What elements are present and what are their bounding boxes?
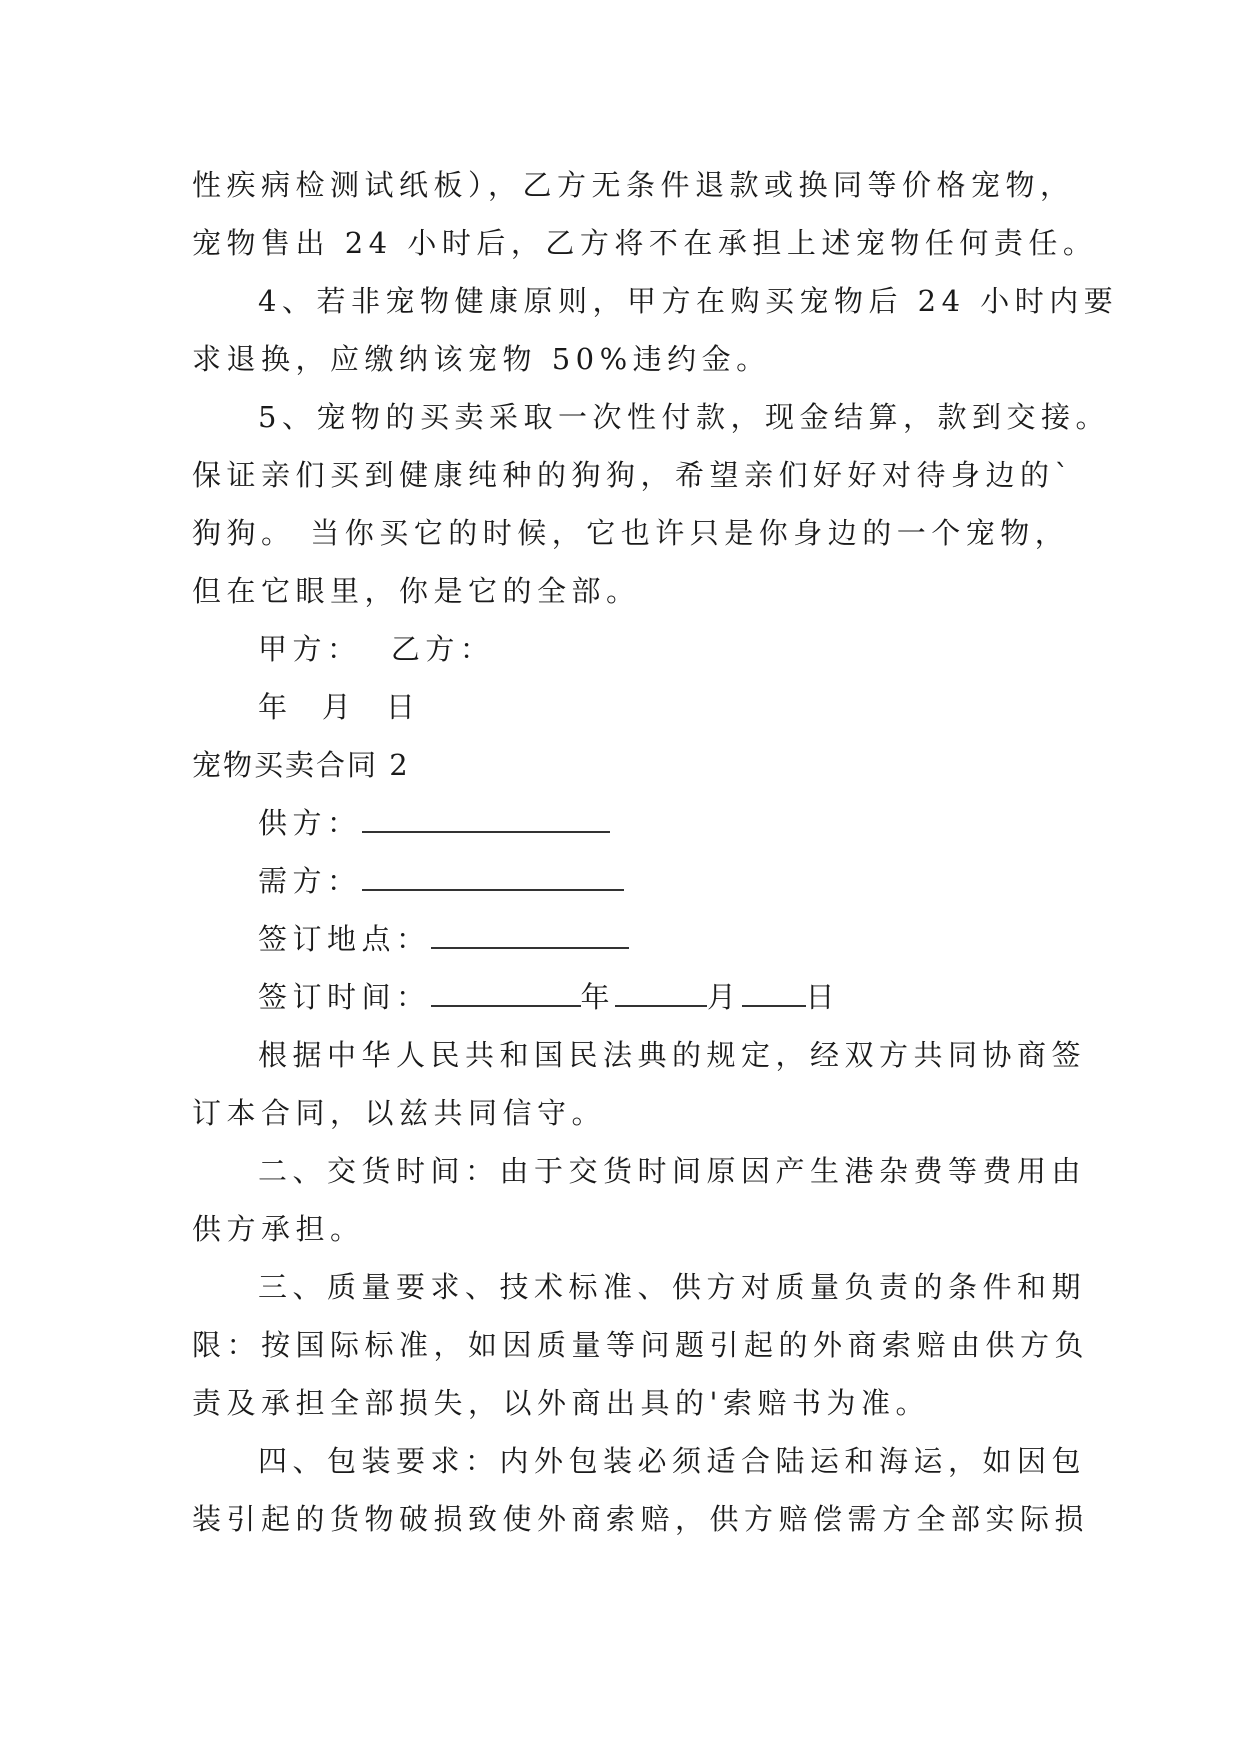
clause-5-line: 但在它眼里，你是它的全部。 (192, 574, 641, 608)
section-3-line: 限：按国际标准，如因质量等问题引起的外商索赔由供方负 (192, 1328, 1090, 1362)
paragraph-line: 性疾病检测试纸板），乙方无条件退款或换同等价格宠物， (192, 168, 1075, 202)
month-blank (615, 977, 707, 1007)
signature-parties: 甲方： 乙方： (258, 632, 495, 666)
year-blank (431, 977, 581, 1007)
buyer-label: 需方： (258, 864, 362, 898)
signature-date: 年 月 日 (258, 690, 421, 724)
month-label: 月 (707, 980, 742, 1014)
section-4-line: 装引起的货物破损致使外商索赔，供方赔偿需方全部实际损 (192, 1502, 1090, 1536)
clause-4-line: 求退换，应缴纳该宠物 50%违约金。 (192, 342, 771, 376)
day-blank (742, 977, 806, 1007)
clause-4-line: 4、若非宠物健康原则，甲方在购买宠物后 24 小时内要 (258, 284, 1119, 318)
paragraph-line: 宠物售出 24 小时后，乙方将不在承担上述宠物任何责任。 (192, 226, 1098, 260)
intro-line: 订本合同，以兹共同信守。 (192, 1096, 607, 1130)
clause-5-line: 5、宠物的买卖采取一次性付款，现金结算，款到交接。 (258, 400, 1110, 434)
day-label: 日 (805, 980, 841, 1014)
signing-time-field (258, 975, 840, 1019)
section-3-line: 责及承担全部损失，以外商出具的'索赔书为准。 (192, 1386, 930, 1420)
intro-line: 根据中华人民共和国民法典的规定，经双方共同协商签 (258, 1038, 1087, 1072)
buyer-field (258, 859, 624, 903)
section-2-line: 供方承担。 (192, 1212, 365, 1246)
signing-time-label: 签订时间： (258, 980, 431, 1014)
section-2-line: 二、交货时间：由于交货时间原因产生港杂费等费用由 (258, 1154, 1087, 1188)
signing-place-label: 签订地点： (258, 922, 431, 956)
year-label: 年 (580, 980, 616, 1014)
supplier-blank (362, 803, 610, 833)
clause-5-line: 狗狗。 当你买它的时候，它也许只是你身边的一个宠物， (192, 516, 1070, 550)
supplier-field (258, 801, 610, 845)
section-4-line: 四、包装要求：内外包装必须适合陆运和海运，如因包 (258, 1444, 1087, 1478)
section-3-line: 三、质量要求、技术标准、供方对质量负责的条件和期 (258, 1270, 1087, 1304)
signing-place-field (258, 917, 629, 961)
signing-place-blank (431, 919, 629, 949)
supplier-label: 供方： (258, 806, 362, 840)
contract-2-title: 宠物买卖合同 2 (192, 748, 410, 782)
clause-5-line: 保证亲们买到健康纯种的狗狗，希望亲们好好对待身边的` (192, 458, 1075, 492)
buyer-blank (362, 861, 624, 891)
